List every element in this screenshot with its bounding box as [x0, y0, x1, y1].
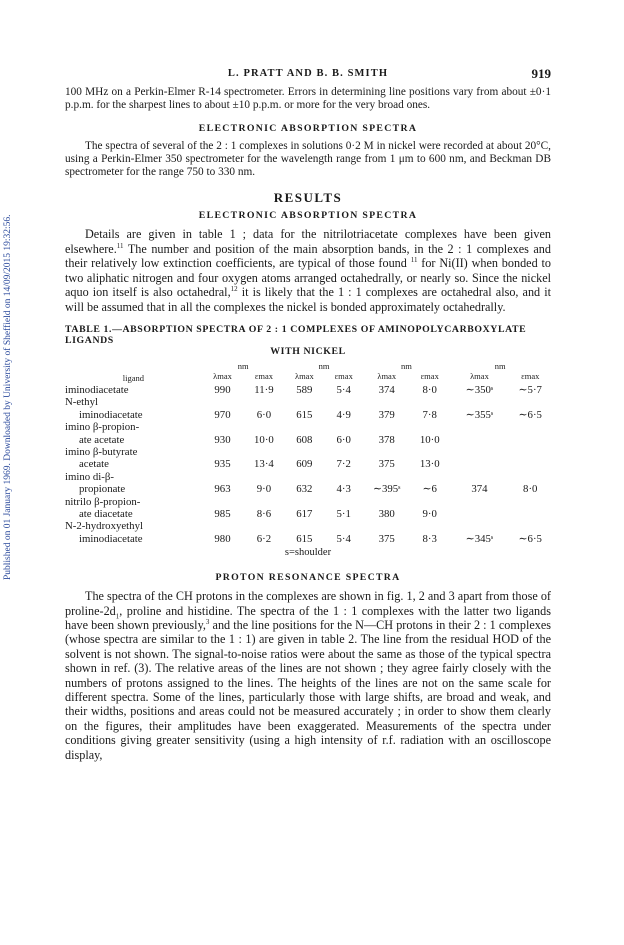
unit-row — [65, 362, 551, 371]
journal-page — [65, 66, 551, 762]
lambda-max-cell: 930 — [214, 433, 231, 446]
table-row — [65, 421, 551, 433]
epsilon-max-cell — [324, 520, 363, 532]
table-row — [65, 508, 551, 520]
lambda-max-cell — [449, 421, 509, 433]
section-heading-electronic-methods: ELECTRONIC ABSORPTION SPECTRA — [198, 122, 418, 134]
table-row — [65, 446, 551, 458]
lambda-max-cell: 615 — [296, 408, 313, 421]
table-row — [65, 434, 551, 446]
epsilon-max-cell: 6·0 — [336, 433, 351, 446]
lambda-max-cell — [285, 496, 324, 508]
epsilon-max-cell: 8·0 — [422, 383, 437, 396]
lambda-max-cell — [363, 446, 410, 458]
absorption-table — [65, 362, 551, 545]
epsilon-max-cell — [510, 471, 552, 483]
lambda-max-cell — [449, 434, 509, 446]
unit-label: nm — [494, 360, 506, 371]
epsilon-max-cell: 10·0 — [254, 433, 274, 446]
results-paragraph: Details are given in table 1 ; data for the nitrilotriacetate complexes have been given elsewhere.$^{11}$ The number and position of the main absorption bands, in the 2 : 1 complexes and their relatively low extinction coefficients, are typical of those found $^{11}$ for Ni(II) when bonded to two aliphatic nitrogen and four oxygen atoms arranged octahedrally, or nearly so. Since the nickel aquo ion itself is also octahedral,$^{12}$ it is likely that the 1 : 1 complexes are octahedral also, and it will be assumed that in all the complexes the nickel is bonded approximately octahedrally. — [65, 227, 551, 314]
page-header — [65, 66, 551, 86]
lambda-max-cell — [202, 396, 243, 408]
running-head: L. PRATT AND B. B. SMITH — [227, 68, 389, 79]
lambda-max-cell — [363, 421, 410, 433]
lambda-max-cell: 985 — [214, 507, 231, 520]
table-row — [65, 483, 551, 495]
ligand-cell: ate diacetate — [79, 507, 133, 520]
lambda-max-cell: 375 — [378, 458, 395, 471]
lambda-max-cell: ∼395ˢ — [372, 483, 401, 496]
lambda-max-cell: 935 — [214, 458, 231, 471]
ligand-cell: imino di-β- — [65, 470, 114, 483]
epsilon-max-cell — [243, 496, 284, 508]
table-caption-line2: WITH NICKEL — [270, 345, 346, 357]
epsilon-max-cell: 5·4 — [336, 383, 351, 396]
ligand-cell: iminodiacetate — [79, 408, 143, 421]
results-heading: RESULTS — [273, 190, 343, 206]
lambda-max-cell — [363, 520, 410, 532]
epsilon-max-cell: 5·1 — [336, 507, 351, 520]
lambda-max-header: λmax — [294, 370, 314, 381]
epsilon-max-header: εmax — [334, 370, 353, 381]
ligand-cell: N-ethyl — [65, 396, 98, 409]
page-number: 919 — [531, 66, 551, 81]
epsilon-max-cell — [243, 421, 284, 433]
epsilon-max-cell — [243, 446, 284, 458]
epsilon-max-cell: 8·6 — [256, 507, 272, 520]
unit-label: nm — [237, 360, 249, 371]
ligand-cell: iminodiacetate — [79, 532, 143, 545]
epsilon-max-header: εmax — [521, 370, 540, 381]
lambda-max-cell: 963 — [214, 483, 231, 496]
ligand-cell: N-2-hydroxyethyl — [65, 520, 143, 533]
lambda-max-cell — [285, 421, 324, 433]
table-row — [65, 458, 551, 470]
epsilon-max-cell — [510, 396, 552, 408]
epsilon-max-cell: ∼5·7 — [518, 383, 542, 396]
lambda-max-cell — [449, 458, 509, 470]
table-row — [65, 384, 551, 396]
epsilon-max-cell — [510, 434, 552, 446]
lambda-max-cell — [363, 471, 410, 483]
epsilon-max-cell — [510, 520, 552, 532]
lambda-max-cell: 374 — [378, 383, 395, 396]
epsilon-max-cell: 7·8 — [422, 408, 437, 421]
epsilon-max-header: εmax — [420, 370, 439, 381]
lambda-max-cell — [449, 446, 509, 458]
lambda-max-cell: 380 — [378, 507, 395, 520]
lambda-max-cell — [202, 421, 243, 433]
lambda-max-cell — [285, 396, 324, 408]
epsilon-max-cell — [243, 396, 284, 408]
lambda-max-cell: 990 — [214, 383, 231, 396]
lambda-max-cell: 375 — [378, 532, 395, 545]
epsilon-max-cell: 4·3 — [336, 483, 351, 496]
epsilon-max-cell: 6·2 — [256, 532, 272, 545]
epsilon-max-cell — [410, 496, 449, 508]
citation-3: 3 — [205, 617, 210, 626]
ligand-cell: iminodiacetate — [65, 383, 129, 396]
epsilon-max-cell — [324, 471, 363, 483]
lambda-max-cell: 632 — [296, 483, 313, 496]
lambda-max-header: λmax — [470, 370, 489, 381]
epsilon-max-cell: 4·9 — [336, 408, 351, 421]
lambda-max-cell: ∼345ˢ — [465, 532, 494, 545]
lambda-max-cell: 609 — [296, 458, 313, 471]
spectra-method-paragraph: The spectra of several of the 2 : 1 complexes in solutions 0·2 M in nickel were recorded at about 20°C, using a Perkin-Elmer 350 spectrometer for the wavelength range from 1 μm to 600 nm, and Beckman DB spectrometer for the range 750 to 330 nm. — [65, 139, 551, 179]
lambda-max-cell — [363, 396, 410, 408]
table-footnote: s=shoulder — [284, 547, 332, 559]
lambda-max-cell: 589 — [296, 383, 313, 396]
ligand-cell: ate acetate — [79, 433, 125, 446]
subscript-1: 1 — [115, 612, 120, 621]
epsilon-max-cell — [410, 471, 449, 483]
epsilon-max-cell: 6·0 — [256, 408, 272, 421]
epsilon-max-cell — [410, 446, 449, 458]
lambda-max-cell: 970 — [214, 408, 231, 421]
epsilon-max-cell: 9·0 — [422, 507, 437, 520]
lambda-max-header: λmax — [377, 370, 397, 381]
ligand-column-header: ligand — [122, 372, 145, 383]
epsilon-max-cell — [510, 508, 552, 520]
download-notice — [0, 150, 22, 580]
ligand-cell: propionate — [79, 483, 126, 496]
epsilon-max-cell: 10·0 — [419, 433, 440, 446]
lambda-max-cell: 379 — [378, 408, 395, 421]
lambda-max-cell: 374 — [471, 483, 488, 496]
section-heading-proton: PROTON RESONANCE SPECTRA — [215, 572, 401, 584]
epsilon-max-cell — [243, 520, 284, 532]
epsilon-max-cell — [510, 421, 552, 433]
unit-label: nm — [400, 360, 412, 371]
lambda-max-cell: 615 — [296, 532, 313, 545]
lambda-max-cell — [285, 520, 324, 532]
epsilon-max-cell — [410, 421, 449, 433]
proton-paragraph: The spectra of the CH protons in the complexes are shown in fig. 1, 2 and 3 apart from those of proline-$2d_1$, proline and histidine. The spectra of the 1 : 1 complexes with the latter two ligands have been shown previously,$^3$ and the line positions for the N—CH protons in their 2 : 1 complexes (whose spectra are similar to the 1 : 1) are given in table 2. The line from the residual HOD of the solvent is not shown. The signal-to-noise ratios were about the same as those of the typical spectra shown in ref. (3). The relative areas of the lines are not shown ; they agree fairly closely with the numbers of protons assigned to the lines. The heights of the lines are not on the same scale for different spectra. Some of the lines, particularly those with large shifts, are broad and weak, and their widths, positions and areas could not be measured accurately ; in order to show them clearly on the figures, their amplitudes have been exaggerated. Measurements of the spectra under conditions giving greater sensitivity (using a high intensity of r.f. radiation with an oscilloscope display, — [65, 589, 552, 762]
table-row — [65, 533, 551, 545]
table-caption-line1: TABLE 1.—ABSORPTION SPECTRA OF 2 : 1 COMPLEXES OF AMINOPOLYCARBOXYLATE LIGANDS — [65, 323, 527, 346]
epsilon-max-cell: 11·9 — [254, 383, 274, 396]
epsilon-max-cell: ∼6·5 — [518, 532, 542, 545]
lambda-max-cell: ∼355ˢ — [465, 408, 494, 421]
epsilon-max-cell — [410, 396, 449, 408]
lambda-max-cell — [202, 446, 243, 458]
epsilon-max-cell — [410, 520, 449, 532]
epsilon-max-cell — [510, 496, 552, 508]
citation-11: 11 — [410, 256, 418, 265]
lambda-max-cell: 378 — [378, 433, 395, 446]
epsilon-max-header: εmax — [254, 370, 274, 381]
epsilon-max-cell — [324, 396, 363, 408]
epsilon-max-cell — [510, 458, 552, 470]
lambda-max-cell: 617 — [296, 507, 313, 520]
lambda-max-cell — [202, 496, 243, 508]
table-row — [65, 520, 551, 532]
lambda-max-cell — [285, 471, 324, 483]
lambda-max-cell: ∼350ˢ — [465, 383, 494, 396]
citation-12: 12 — [230, 285, 238, 294]
epsilon-max-cell — [324, 421, 363, 433]
lambda-max-cell — [202, 471, 243, 483]
epsilon-max-cell: 13·0 — [419, 458, 440, 471]
epsilon-max-cell — [324, 446, 363, 458]
epsilon-max-cell: 9·0 — [256, 483, 272, 496]
epsilon-max-cell: 8·0 — [523, 483, 538, 496]
epsilon-max-cell — [324, 496, 363, 508]
unit-label: nm — [318, 360, 330, 371]
ligand-cell: acetate — [79, 458, 109, 471]
lambda-max-cell — [363, 496, 410, 508]
epsilon-max-cell: 7·2 — [336, 458, 351, 471]
lambda-max-cell — [202, 520, 243, 532]
epsilon-max-cell: ∼6·5 — [518, 408, 542, 421]
intro-paragraph: 100 MHz on a Perkin-Elmer R-14 spectrometer. Errors in determining line positions vary from about ±0·1 p.p.m. for the sharpest lines to about ±10 p.p.m. or more for the very broad ones. — [65, 86, 551, 112]
lambda-max-cell — [449, 396, 509, 408]
ligand-cell: imino β-butyrate — [65, 445, 138, 458]
lambda-max-cell: 608 — [296, 433, 313, 446]
lambda-max-cell — [449, 508, 509, 520]
epsilon-max-cell: 8·3 — [422, 532, 437, 545]
lambda-max-cell — [449, 496, 509, 508]
lambda-max-header: λmax — [213, 370, 232, 381]
lambda-max-cell: 980 — [214, 532, 231, 545]
section-heading-electronic-results: ELECTRONIC ABSORPTION SPECTRA — [198, 210, 418, 222]
epsilon-max-cell — [243, 471, 284, 483]
download-notice-text: Published on 01 January 1969. Downloaded by University of Sheffield on 14/09/2015 19:32:56. — [3, 214, 13, 580]
table-row — [65, 496, 551, 508]
lambda-max-cell — [449, 471, 509, 483]
lambda-max-cell — [285, 446, 324, 458]
ligand-cell: imino β-propion- — [65, 421, 140, 434]
column-header-row — [65, 371, 551, 384]
table-caption — [65, 324, 551, 357]
table-row — [65, 471, 551, 483]
table-row — [65, 409, 551, 421]
table-row — [65, 396, 551, 408]
epsilon-max-cell — [510, 446, 552, 458]
citation-11: 11 — [116, 241, 124, 250]
table-body — [65, 384, 551, 545]
lambda-max-cell — [449, 520, 509, 532]
epsilon-max-cell: ∼6 — [422, 483, 437, 496]
epsilon-max-cell: 5·4 — [336, 532, 351, 545]
epsilon-max-cell: 13·4 — [254, 458, 274, 471]
ligand-cell: nitrilo β-propion- — [65, 495, 141, 508]
